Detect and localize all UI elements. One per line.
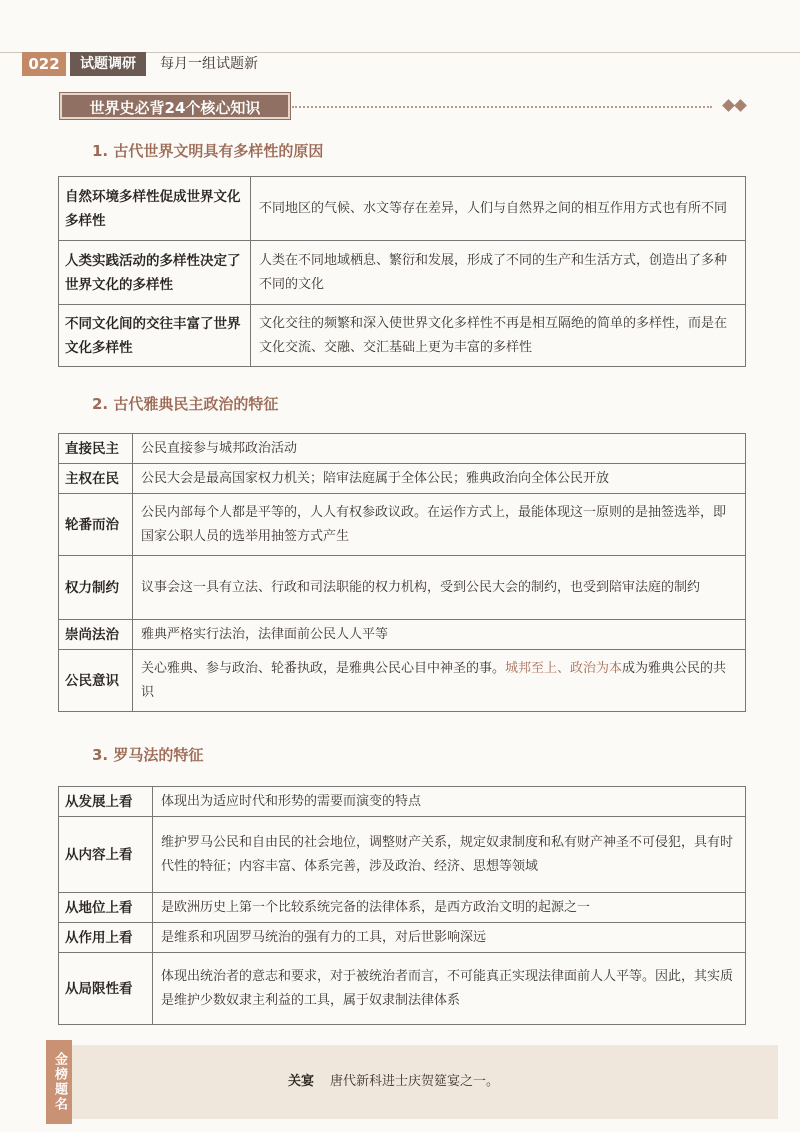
- row-key: 崇尚法治: [59, 620, 133, 650]
- row-key: 从作用上看: [59, 923, 153, 953]
- row-key: 直接民主: [59, 434, 133, 464]
- table-row: [59, 620, 746, 650]
- row-value: 公民大会是最高国家权力机关；陪审法庭属于全体公民；雅典政治向全体公民开放: [133, 464, 746, 494]
- topic-banner: 世界史必背24个核心知识: [60, 93, 290, 119]
- table-civilization-diversity: [58, 176, 746, 367]
- section-heading: 1. 古代世界文明具有多样性的原因: [92, 142, 324, 160]
- header-subtitle: 每月一组试题新: [160, 56, 258, 72]
- footer-label: 关宴: [288, 1074, 315, 1089]
- row-key: 从发展上看: [59, 787, 153, 817]
- row-key: 权力制约: [59, 556, 133, 620]
- row-value: 议事会这一具有立法、行政和司法职能的权力机构，受到公民大会的制约，也受到陪审法庭的制约: [133, 556, 746, 620]
- table-row: [59, 241, 746, 305]
- side-tab: 金榜题名: [46, 1040, 72, 1124]
- page-number: 022: [22, 52, 66, 76]
- diamond-icon: [734, 99, 747, 112]
- table-row: [59, 787, 746, 817]
- row-value: 维护罗马公民和自由民的社会地位，调整财产关系，规定奴隶制度和私有财产神圣不可侵犯，具有时代性的特征；内容丰富、体系完善，涉及政治、经济、思想等领域: [153, 817, 746, 893]
- row-value-tail: 成为雅典公民的共识: [141, 660, 727, 700]
- row-value: 公民内部每个人都是平等的，人人有权参政议政。在运作方式上，最能体现这一原则的是抽签选举，即国家公职人员的选举用抽签方式产生: [133, 494, 746, 556]
- row-value: 雅典严格实行法治，法律面前公民人人平等: [133, 620, 746, 650]
- row-value: 是维系和巩固罗马统治的强有力的工具，对后世影响深远: [153, 923, 746, 953]
- table-row: [59, 434, 746, 464]
- table-row: [59, 923, 746, 953]
- footer-text: 唐代新科进士庆贺筵宴之一。: [330, 1074, 500, 1089]
- table-row: [59, 494, 746, 556]
- table-row: [59, 953, 746, 1025]
- row-value-text: 关心雅典、参与政治、轮番执政，是雅典公民心目中神圣的事。: [141, 660, 506, 676]
- highlight-text: 城邦至上、政治为本: [505, 660, 623, 676]
- row-key: 从内容上看: [59, 817, 153, 893]
- table-row: [59, 177, 746, 241]
- row-key: 主权在民: [59, 464, 133, 494]
- row-value: 文化交往的频繁和深入使世界文化多样性不再是相互隔绝的简单的多样性，而是在文化交流、交融、交汇基础上更为丰富的多样性: [251, 305, 746, 367]
- section-tag: 试题调研: [70, 52, 146, 76]
- row-value: 体现出为适应时代和形势的需要而演变的特点: [153, 787, 746, 817]
- diamond-icon: [722, 99, 735, 112]
- row-key: 自然环境多样性促成世界文化多样性: [59, 177, 251, 241]
- row-value: 人类在不同地域栖息、繁衍和发展，形成了不同的生产和生活方式，创造出了多种不同的文化: [251, 241, 746, 305]
- row-value: 不同地区的气候、水文等存在差异，人们与自然界之间的相互作用方式也有所不同: [251, 177, 746, 241]
- table-row: [59, 556, 746, 620]
- row-value: 是欧洲历史上第一个比较系统完备的法律体系，是西方政治文明的起源之一: [153, 893, 746, 923]
- table-row: [59, 817, 746, 893]
- table-athens-democracy: [58, 433, 746, 712]
- row-key: 从地位上看: [59, 893, 153, 923]
- row-key: 轮番而治: [59, 494, 133, 556]
- table-row: [59, 650, 746, 712]
- banner-dotted-line: [292, 106, 712, 108]
- row-value: 体现出统治者的意志和要求，对于被统治者而言，不可能真正实现法律面前人人平等。因此，其实质是维护少数奴隶主利益的工具，属于奴隶制法律体系: [153, 953, 746, 1025]
- section-heading: 2. 古代雅典民主政治的特征: [92, 395, 279, 413]
- table-row: [59, 464, 746, 494]
- table-row: [59, 305, 746, 367]
- row-key: 人类实践活动的多样性决定了世界文化的多样性: [59, 241, 251, 305]
- row-value: 公民直接参与城邦政治活动: [133, 434, 746, 464]
- row-key: 不同文化间的交往丰富了世界文化多样性: [59, 305, 251, 367]
- row-value: [133, 650, 746, 712]
- row-key: 公民意识: [59, 650, 133, 712]
- section-heading: 3. 罗马法的特征: [92, 746, 204, 764]
- table-row: [59, 893, 746, 923]
- table-roman-law: [58, 786, 746, 1025]
- row-key: 从局限性看: [59, 953, 153, 1025]
